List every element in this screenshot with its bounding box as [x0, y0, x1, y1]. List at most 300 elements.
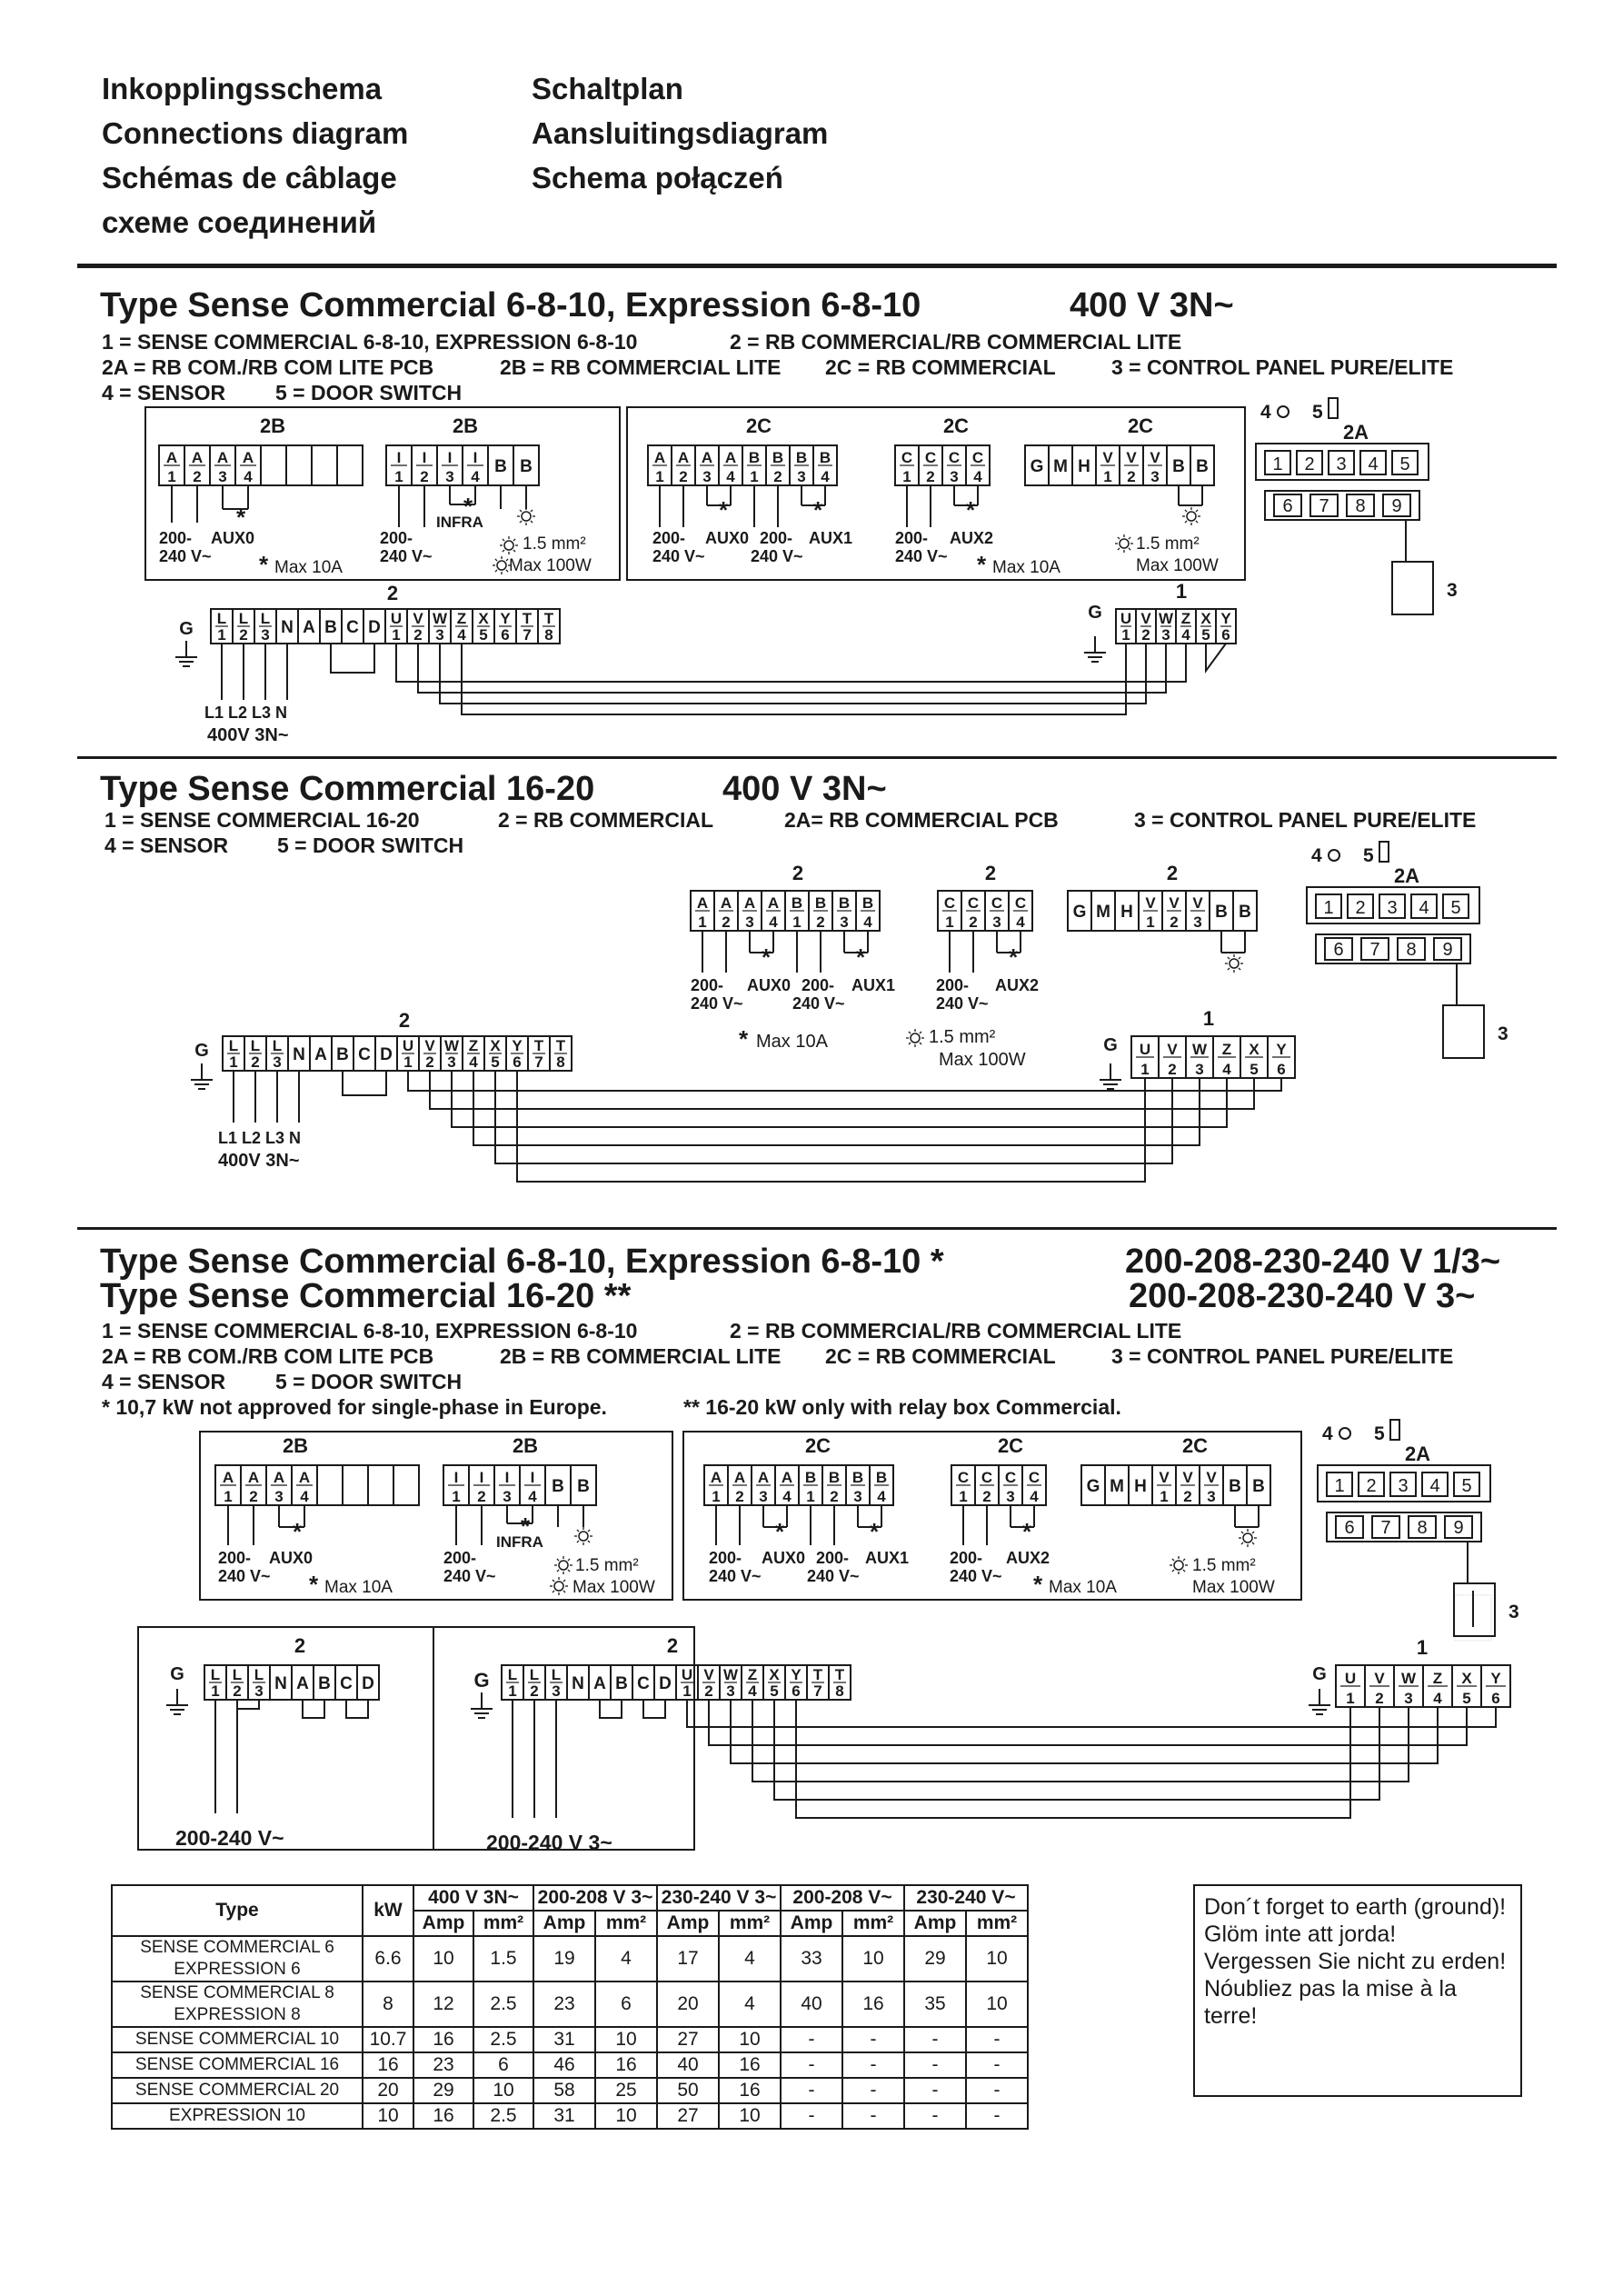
section2-legend: 2 = RB COMMERCIAL	[498, 808, 714, 832]
table-header-group: 230-240 V 3~	[657, 1885, 781, 1911]
table-row	[112, 2103, 1028, 2129]
terminal-label: A	[242, 449, 254, 466]
terminal	[317, 1465, 343, 1505]
voltage-label: 200-	[802, 976, 835, 994]
terminal-label: 3	[840, 913, 849, 931]
terminal-label: 3	[218, 468, 227, 485]
wire	[343, 1071, 386, 1095]
aux-label: AUX2	[950, 529, 994, 547]
table-cell: 16	[413, 2027, 473, 2052]
pcb-terminal-label: 7	[1369, 940, 1380, 960]
terminal-label: W	[1400, 1670, 1417, 1687]
table-cell: 10	[595, 2027, 657, 2052]
terminal-label: 1	[698, 913, 707, 931]
relay-box-label: 2	[792, 862, 804, 884]
terminal-label: W	[722, 1666, 739, 1683]
table-header-group: 200-208 V 3~	[533, 1885, 657, 1911]
terminal-label: 6	[501, 626, 510, 644]
terminal-label: A	[653, 449, 666, 466]
terminal-label: 3	[1150, 468, 1160, 485]
terminal-label: B	[748, 449, 761, 466]
pcb-terminal-label: 6	[1333, 940, 1344, 960]
voltage-label: 200-	[895, 529, 929, 547]
terminal	[261, 445, 286, 485]
table-cell: 58	[533, 2078, 595, 2103]
lamp-icon	[1187, 512, 1196, 521]
table-cell: 1.5	[473, 1936, 533, 1982]
terminal-label: B	[851, 1469, 864, 1486]
terminal-label: 2	[1375, 1690, 1384, 1707]
table-cell: 27	[657, 2027, 719, 2052]
terminal	[393, 1465, 419, 1505]
sensor-icon	[1278, 406, 1289, 417]
terminal-label: C	[637, 1674, 650, 1693]
terminal-label: U	[1344, 1670, 1357, 1687]
ground-label: G	[1103, 1035, 1118, 1055]
infra-label: INFRA	[436, 514, 483, 531]
terminal-label: V	[413, 610, 423, 627]
terminal-label: I	[422, 449, 427, 466]
terminal-label: X	[478, 610, 489, 627]
table-cell-type: SENSE COMMERCIAL 20	[112, 2078, 363, 2103]
earth-reminder	[1193, 1884, 1522, 2097]
terminal-label: C	[346, 618, 359, 637]
door-switch-label: 5	[1374, 1423, 1385, 1444]
aux-label: AUX0	[705, 529, 750, 547]
terminal-label: C	[1004, 1469, 1017, 1486]
ground-label: G	[473, 1669, 490, 1692]
terminal-label: 1	[452, 1488, 461, 1505]
wire	[520, 510, 522, 512]
aux-label: AUX0	[269, 1549, 314, 1567]
terminal-label: A	[767, 894, 780, 912]
terminal-label: B	[615, 1674, 628, 1693]
table-cell: 10	[595, 2103, 657, 2129]
pcb-terminal-label: 4	[1419, 898, 1429, 918]
terminal-label: Y	[500, 610, 511, 627]
terminal-label: 4	[1030, 1488, 1039, 1505]
relay-box-label: 2	[386, 582, 399, 604]
terminal-label: 2	[425, 1053, 434, 1071]
wire	[346, 1700, 368, 1718]
section1-voltage: 400 V 3N~	[1070, 286, 1234, 324]
terminal-label: M	[1096, 903, 1110, 922]
terminal-label: V	[1140, 610, 1151, 627]
section3-legend: 2B = RB COMMERCIAL LITE	[500, 1344, 782, 1368]
max-current-label: Max 10A	[324, 1578, 393, 1597]
table-cell: -	[966, 2103, 1028, 2129]
terminal-label: 7	[534, 1053, 543, 1071]
wire	[1183, 1570, 1185, 1572]
supply-voltage-label: 400V 3N~	[218, 1151, 300, 1171]
supply-label: L1 L2 L3 N	[204, 704, 288, 722]
max-power-label: Max 100W	[509, 556, 592, 575]
terminal-label: 1	[394, 468, 403, 485]
table-cell: 10	[413, 1936, 473, 1982]
terminal-label: 2	[249, 1488, 258, 1505]
section3-voltage-b: 200-208-230-240 V 3~	[1129, 1277, 1476, 1315]
terminal-label: 3	[1193, 913, 1202, 931]
terminal	[343, 1465, 368, 1505]
table-cell: 2.5	[473, 2103, 533, 2129]
supply-voltage-label: 200-240 V~	[175, 1826, 284, 1850]
voltage-label: 240 V~	[159, 547, 212, 565]
wire	[1239, 968, 1240, 970]
table-cell: 16	[842, 1982, 904, 2027]
terminal-label: V	[424, 1037, 435, 1054]
table-cell: 19	[533, 1936, 595, 1982]
voltage-label: 240 V~	[380, 547, 433, 565]
wire	[1196, 521, 1198, 523]
table-cell: -	[904, 2027, 966, 2052]
terminal	[368, 1465, 393, 1505]
section1-legend: 2C = RB COMMERCIAL	[825, 355, 1056, 379]
wire	[513, 539, 515, 541]
wire	[1129, 537, 1130, 539]
wire	[1228, 968, 1230, 970]
wire	[557, 1570, 559, 1572]
terminal-label: 1	[806, 1488, 815, 1505]
voltage-label: 240 V~	[709, 1567, 762, 1585]
relay-box-label: 2C	[942, 414, 970, 437]
wire	[1252, 1532, 1254, 1533]
terminal-label: 3	[445, 468, 454, 485]
asterisk-mark: *	[718, 496, 729, 524]
terminal-label: U	[1120, 610, 1132, 627]
pcb-label: 2A	[1393, 864, 1420, 887]
terminal-label: 1	[508, 1682, 517, 1700]
terminal-label: 4	[726, 468, 735, 485]
section3-legend: 5 = DOOR SWITCH	[275, 1370, 463, 1393]
terminal-label: B	[577, 1477, 590, 1496]
terminal-label: 3	[745, 913, 754, 931]
terminal-label: W	[1158, 610, 1174, 627]
terminal-label: L	[232, 1666, 243, 1683]
supply-label: L1 L2 L3 N	[218, 1129, 302, 1147]
relay-box-label: 2C	[1127, 414, 1154, 437]
terminal-label: 8	[835, 1682, 844, 1700]
table-row	[112, 2078, 1028, 2103]
lamp-icon	[1230, 959, 1239, 968]
lamp-icon	[579, 1532, 588, 1541]
terminal-label: B	[861, 894, 874, 912]
sensor-label: 4	[1260, 402, 1271, 423]
door-switch-icon	[1390, 1420, 1399, 1440]
terminal-label: G	[1072, 903, 1087, 922]
pcb-terminal-label: 2	[1355, 898, 1366, 918]
terminal-label: N	[572, 1674, 584, 1693]
voltage-label: 200-	[760, 529, 793, 547]
wire	[1239, 957, 1240, 959]
terminal-label: N	[274, 1674, 287, 1693]
terminal-label: G	[1030, 457, 1044, 476]
terminal-label: 5	[1201, 626, 1210, 644]
table-header-amp: Amp	[533, 1911, 595, 1936]
terminal-label: 1	[1160, 1488, 1169, 1505]
terminal-label: A	[303, 618, 315, 637]
terminal-label: 3	[254, 1682, 264, 1700]
pcb-terminal-label: 3	[1336, 454, 1347, 474]
cable-size-label: 1.5 mm²	[1192, 1556, 1256, 1575]
table-cell: 20	[657, 1982, 719, 2027]
terminal-label: L	[228, 1037, 239, 1054]
table-cell: -	[781, 2103, 842, 2129]
supply-box-1ph	[138, 1627, 433, 1850]
terminal-label: 1	[392, 626, 401, 644]
wire	[553, 1591, 554, 1592]
terminal-label: V	[1169, 894, 1180, 912]
wire	[506, 559, 508, 561]
terminal-label: 1	[403, 1053, 413, 1071]
lamp-icon	[1120, 539, 1129, 548]
terminal-label: H	[1134, 1477, 1147, 1496]
terminal-label: G	[1086, 1477, 1100, 1496]
table-cell-type: SENSE COMMERCIAL 6 EXPRESSION 6	[112, 1936, 363, 1982]
ground-label: G	[194, 1041, 209, 1061]
table-cell: 29	[413, 2078, 473, 2103]
terminal-label: A	[781, 1469, 793, 1486]
control-panel-label: 3	[1498, 1023, 1508, 1044]
terminal-label: 8	[544, 626, 553, 644]
terminal-label: B	[1172, 457, 1185, 476]
pcb-terminal-label: 4	[1429, 1476, 1440, 1496]
terminal-label: N	[293, 1045, 305, 1064]
terminal-label: C	[948, 449, 961, 466]
max-power-label: Max 100W	[1136, 556, 1219, 575]
terminal-label: D	[368, 618, 381, 637]
pcb-terminal-label: 8	[1406, 940, 1417, 960]
terminal-label: 4	[469, 1053, 478, 1071]
terminal-label: H	[1120, 903, 1133, 922]
terminal-label: 4	[244, 468, 253, 485]
header-line: Aansluitingsdiagram	[532, 116, 829, 150]
terminal-label: 2	[830, 1488, 839, 1505]
terminal-label: 3	[447, 1053, 456, 1071]
terminal-label: 2	[233, 1682, 242, 1700]
terminal-label: L	[238, 610, 249, 627]
section1-legend: 2B = RB COMMERCIAL LITE	[500, 355, 782, 379]
lamp-icon	[522, 512, 531, 521]
section3-note1: * 10,7 kW not approved for single-phase in Europe.	[102, 1395, 607, 1419]
section3-legend: 2 = RB COMMERCIAL/RB COMMERCIAL LITE	[730, 1319, 1182, 1343]
pcb-terminal-label: 7	[1319, 496, 1329, 516]
pcb-terminal-label: 5	[1461, 1476, 1472, 1496]
relay-box-label: 2C	[804, 1434, 831, 1457]
terminal-label: U	[390, 610, 403, 627]
voltage-label: 240 V~	[936, 994, 989, 1013]
terminal-label: V	[1374, 1670, 1385, 1687]
table-header-group: 230-240 V~	[904, 1885, 1028, 1911]
terminal-label: V	[1167, 1041, 1178, 1058]
header-line: Schaltplan	[532, 72, 683, 105]
terminal-label: U	[681, 1666, 693, 1683]
terminal-label: B	[1215, 903, 1228, 922]
sensor-label: 4	[1311, 845, 1322, 866]
terminal-label: T	[834, 1666, 845, 1683]
section2-legend: 4 = SENSOR	[105, 834, 229, 857]
asterisk-mark: *	[869, 1518, 880, 1545]
wire	[1241, 1542, 1243, 1544]
table-cell: -	[966, 2027, 1028, 2052]
table-header-kw: kW	[363, 1885, 413, 1936]
table-header-amp: Amp	[413, 1911, 473, 1936]
terminal-label: 1	[217, 626, 226, 644]
table-header-mm2: mm²	[966, 1911, 1028, 1936]
wire	[752, 1700, 1409, 1782]
terminal-label: B	[804, 1469, 817, 1486]
terminal-label: B	[828, 1469, 841, 1486]
cable-size-label: 1.5 mm²	[929, 1027, 996, 1047]
terminal-label: 2	[1183, 1488, 1192, 1505]
terminal-label: A	[216, 449, 229, 466]
wire	[1172, 1559, 1174, 1561]
door-switch-icon	[1379, 842, 1389, 862]
terminal-label: 1	[1140, 1061, 1150, 1078]
terminal-label: A	[298, 1469, 311, 1486]
terminal-label: V	[703, 1666, 714, 1683]
section1-title: Type Sense Commercial 6-8-10, Expression 6-8-10	[100, 286, 921, 324]
table-cell: -	[842, 2052, 904, 2078]
terminal-label: 2	[530, 1682, 539, 1700]
terminal-label: Z	[1221, 1041, 1232, 1058]
wire	[577, 1530, 579, 1532]
voltage-label: 200-	[159, 529, 193, 547]
voltage-label: 200-	[218, 1549, 252, 1567]
voltage-label: 200-	[652, 529, 686, 547]
terminal-label: L	[216, 610, 227, 627]
section2-legend: 2A= RB COMMERCIAL PCB	[784, 808, 1059, 832]
voltage-label: 240 V~	[895, 547, 948, 565]
terminal-label: V	[1126, 449, 1137, 466]
wire	[731, 1700, 1438, 1763]
terminal-label: I	[447, 449, 453, 466]
table-cell-type: SENSE COMMERCIAL 10	[112, 2027, 363, 2052]
aux-label: AUX0	[762, 1549, 806, 1567]
lamp-icon	[911, 1033, 920, 1043]
terminal-label: U	[1139, 1041, 1151, 1058]
table-header-mm2: mm²	[473, 1911, 533, 1936]
table-cell: -	[781, 2027, 842, 2052]
terminal-label: 3	[503, 1488, 512, 1505]
terminal-label: 3	[853, 1488, 862, 1505]
terminal-label: 2	[735, 1488, 744, 1505]
terminal-label: X	[1200, 610, 1211, 627]
terminal-label: 1	[229, 1053, 238, 1071]
aux-label: AUX1	[865, 1549, 910, 1567]
terminal-label: A	[593, 1674, 606, 1693]
voltage-label: 240 V~	[218, 1567, 271, 1585]
table-cell: -	[904, 2052, 966, 2078]
terminal-label: 7	[813, 1682, 822, 1700]
pcb-terminal-label: 8	[1417, 1518, 1428, 1538]
wire	[1129, 548, 1130, 550]
terminal-label: L	[529, 1666, 540, 1683]
terminal-label: A	[733, 1469, 746, 1486]
table-cell: 10	[473, 2078, 533, 2103]
table-cell: 50	[657, 2078, 719, 2103]
table-cell: 25	[595, 2078, 657, 2103]
table-cell: -	[842, 2103, 904, 2129]
voltage-label: 200-	[380, 529, 413, 547]
wire	[588, 1530, 590, 1532]
cable-size-label: 1.5 mm²	[1136, 534, 1200, 554]
terminal-label: D	[659, 1674, 672, 1693]
ground-label: G	[170, 1664, 184, 1684]
terminal-label: L	[551, 1666, 562, 1683]
section3-legend: 2A = RB COM./RB COM LITE PCB	[102, 1344, 434, 1368]
section1-legend: 3 = CONTROL PANEL PURE/ELITE	[1111, 355, 1454, 379]
terminal-label: V	[1159, 1469, 1170, 1486]
table-header-group: 200-208 V~	[781, 1885, 904, 1911]
pcb-terminal-label: 2	[1366, 1476, 1377, 1496]
table-cell: 10	[719, 2103, 781, 2129]
ground-label: G	[179, 619, 194, 639]
section2-legend: 5 = DOOR SWITCH	[277, 834, 464, 857]
terminal-label: N	[281, 618, 294, 637]
relay-box-label: 2	[984, 862, 997, 884]
wire	[237, 1700, 259, 1709]
pcb-terminal-label: 8	[1355, 496, 1366, 516]
control-panel-3	[1454, 1583, 1495, 1636]
terminal-label: 3	[261, 626, 270, 644]
section1-legend: 2A = RB COM./RB COM LITE PCB	[102, 355, 434, 379]
pcb-terminal-label: 1	[1272, 454, 1283, 474]
terminal-label: B	[494, 457, 507, 476]
terminal-label: C	[981, 1469, 993, 1486]
terminal-label: C	[991, 894, 1003, 912]
max-power-label: Max 100W	[939, 1050, 1026, 1070]
table-cell: 10	[719, 2027, 781, 2052]
terminal-label: B	[772, 449, 784, 466]
terminal-label: Z	[456, 610, 467, 627]
terminal-label: 4	[877, 1488, 886, 1505]
terminal-label: 1	[1146, 913, 1155, 931]
lamp-icon	[559, 1561, 568, 1570]
asterisk-mark: *	[855, 943, 866, 971]
pcb-terminal-label: 5	[1399, 454, 1410, 474]
table-cell: -	[904, 2103, 966, 2129]
terminal-label: M	[1110, 1477, 1124, 1496]
supply-voltage-label: 400V 3N~	[207, 725, 289, 745]
terminal-label: T	[533, 1037, 544, 1054]
terminal-label: 2	[420, 468, 429, 485]
terminal-label: L	[260, 610, 271, 627]
terminal-label: 1	[902, 468, 911, 485]
wire	[909, 1032, 911, 1033]
wire	[520, 521, 522, 523]
table-cell: -	[781, 2052, 842, 2078]
terminal-label: V	[1145, 894, 1156, 912]
control-panel-3	[1392, 562, 1433, 614]
terminal-label: 1	[792, 913, 802, 931]
terminal-label: 3	[273, 1053, 282, 1071]
wire	[1185, 510, 1187, 512]
terminal-label: Y	[1276, 1041, 1287, 1058]
door-switch-label: 5	[1363, 845, 1374, 866]
terminal-label: 1	[167, 468, 176, 485]
control-panel-label: 3	[1508, 1602, 1519, 1622]
terminal-label: B	[520, 457, 533, 476]
terminal-label: 1	[1103, 468, 1112, 485]
terminal-label: C	[967, 894, 980, 912]
table-row	[112, 1936, 1028, 1982]
asterisk-mark: *	[738, 1025, 749, 1053]
terminal-label: 2	[1127, 468, 1136, 485]
terminal-label: 2	[1170, 913, 1179, 931]
terminal-label: 7	[523, 626, 532, 644]
lamp-icon	[554, 1582, 563, 1591]
wire	[396, 644, 1186, 682]
